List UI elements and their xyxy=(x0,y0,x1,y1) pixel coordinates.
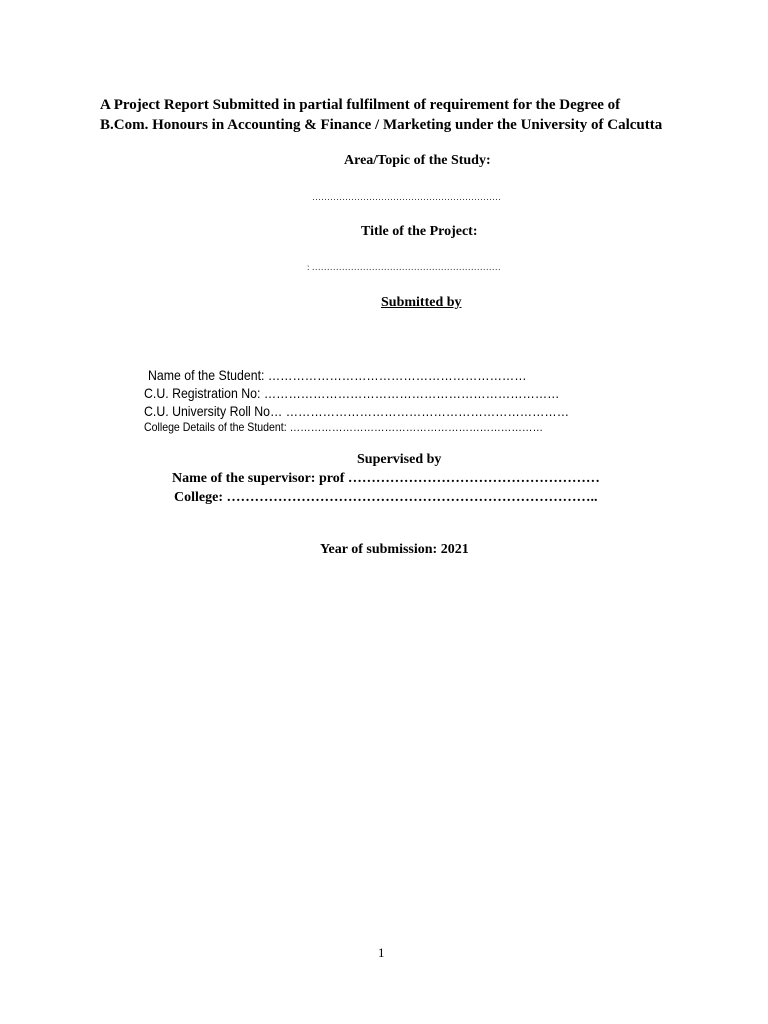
supervisor-name-field: Name of the supervisor: prof ……………………………………………… xyxy=(172,471,600,486)
college-details-field: College Details of the Student: ……………………………………………………………… xyxy=(144,420,544,434)
page-number: 1 xyxy=(378,945,385,960)
submission-year: Year of submission: 2021 xyxy=(320,542,469,557)
header-line-1: A Project Report Submitted in partial fulfilment of requirement for the Degree of xyxy=(100,97,621,113)
supervisor-college-field: College: …………………………………………………………………….. xyxy=(174,490,598,505)
area-topic-label: Area/Topic of the Study: xyxy=(344,153,491,168)
student-name-field: Name of the Student: ……………………………………………………… xyxy=(148,367,527,383)
submitted-by-heading: Submitted by xyxy=(381,295,462,310)
project-title-label: Title of the Project: xyxy=(361,224,478,239)
area-topic-blank: ……………………………………………………… xyxy=(312,192,501,202)
supervised-by-heading: Supervised by xyxy=(357,452,442,467)
university-roll-field: C.U. University Roll No… …………………………………………………………… xyxy=(144,403,570,419)
registration-number-field: C.U. Registration No: ……………………………………………………………… xyxy=(144,385,560,401)
header-line-2: B.Com. Honours in Accounting & Finance / Marketing under the University of Calcutta xyxy=(100,117,663,133)
project-title-blank: : ……………………………………………………… xyxy=(307,262,501,272)
